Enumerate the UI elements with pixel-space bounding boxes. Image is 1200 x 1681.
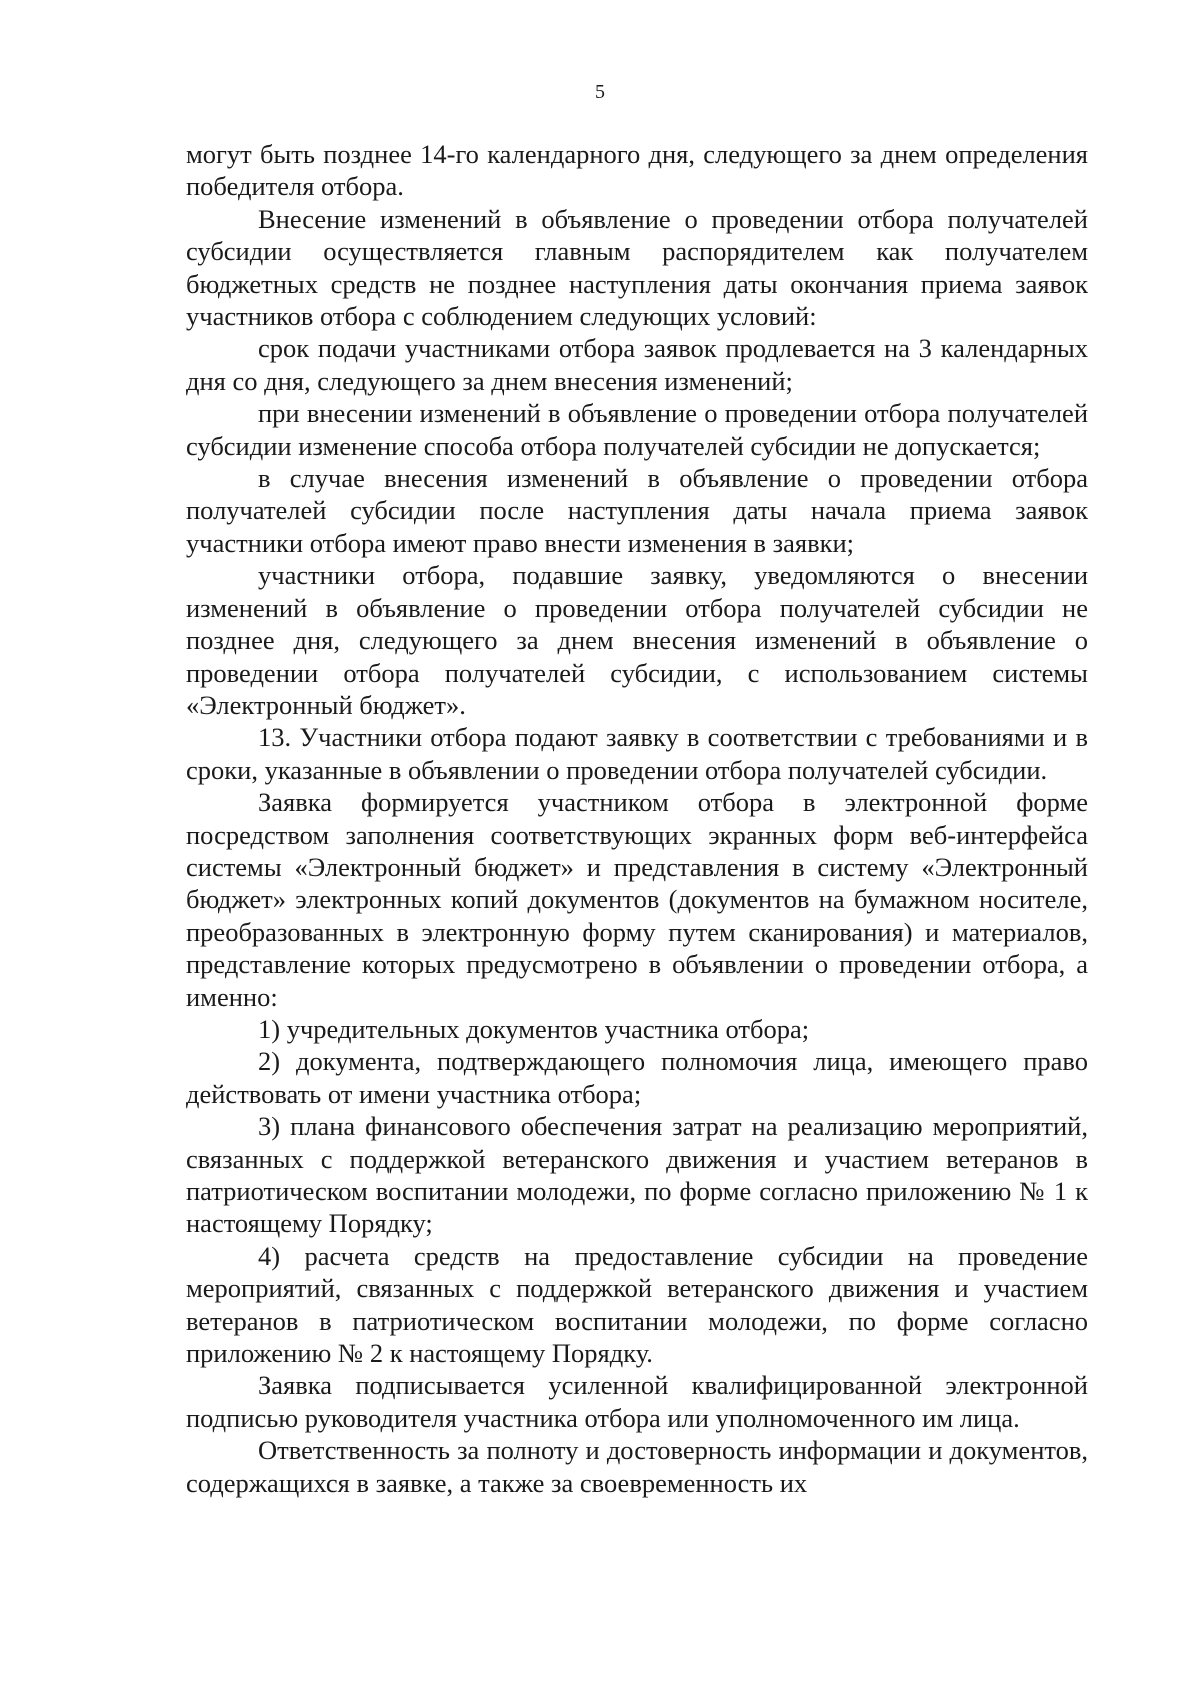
page-number: 5: [595, 81, 605, 103]
paragraph-condition-deadline-extension: срок подачи участниками отбора заявок продлевается на 3 календарных дня со дня, следующего за днем внесения изменений;: [186, 333, 1088, 396]
paragraph-responsibility: Ответственность за полноту и достоверность информации и документов, содержащихся в заявке, а также за своевременность их: [186, 1435, 1088, 1498]
paragraph-amendments-intro: Внесение изменений в объявление о проведении отбора получателей субсидии осуществляется главным распорядителем как получателем бюджетных средств не позднее наступления даты окончания приема заявок участников отбора с соблюдением следующих условий:: [186, 203, 1088, 332]
paragraph-item-13: 13. Участники отбора подают заявку в соответствии с требованиями и в сроки, указанные в объявлении о проведении отбора получателей субсидии.: [186, 722, 1088, 785]
list-item-1: 1) учредительных документов участника отбора;: [258, 1013, 810, 1044]
paragraph-continuation: могут быть позднее 14-го календарного дня, следующего за днем определения победителя отбора.: [186, 139, 1088, 202]
paragraph-signature: Заявка подписывается усиленной квалифицированной электронной подписью руководителя участника отбора или уполномоченного им лица.: [186, 1370, 1088, 1433]
list-item-2: 2) документа, подтверждающего полномочия лица, имеющего право действовать от имени участника отбора;: [186, 1046, 1088, 1109]
document-body: [186, 138, 1088, 1499]
paragraph-application-formation: Заявка формируется участником отбора в электронной форме посредством заполнения соответствующих экранных форм веб-интерфейса системы «Электронный бюджет» и представления в систему «Электронный бюджет» электронных копий документов (документов на бумажном носителе, преобразованных в электронную форму путем сканирования) и материалов, представление которых предусмотрено в объявлении о проведении отбора, а именно:: [186, 787, 1088, 1012]
list-item-4: 4) расчета средств на предоставление субсидии на проведение мероприятий, связанных с поддержкой ветеранского движения и участием ветеранов в патриотическом воспитании молодежи, по форме согласно приложению № 2 к настоящему Порядку.: [186, 1240, 1088, 1369]
paragraph-condition-notification: участники отбора, подавшие заявку, уведомляются о внесении изменений в объявление о проведении отбора получателей субсидии не позднее дня, следующего за днем внесения изменений в объявление о проведении отбора получателей субсидии, с использованием системы «Электронный бюджет».: [186, 560, 1088, 720]
paragraph-condition-method-unchanged: при внесении изменений в объявление о проведении отбора получателей субсидии изменение способа отбора получателей субсидии не допускается;: [186, 398, 1088, 461]
list-item-3: 3) плана финансового обеспечения затрат на реализацию мероприятий, связанных с поддержкой ветеранского движения и участием ветеранов в патриотическом воспитании молодежи, по форме согласно приложению № 1 к настоящему Порядку;: [186, 1111, 1088, 1239]
paragraph-condition-application-changes: в случае внесения изменений в объявление о проведении отбора получателей субсидии после наступления даты начала приема заявок участники отбора имеют право внести изменения в заявки;: [186, 463, 1088, 558]
